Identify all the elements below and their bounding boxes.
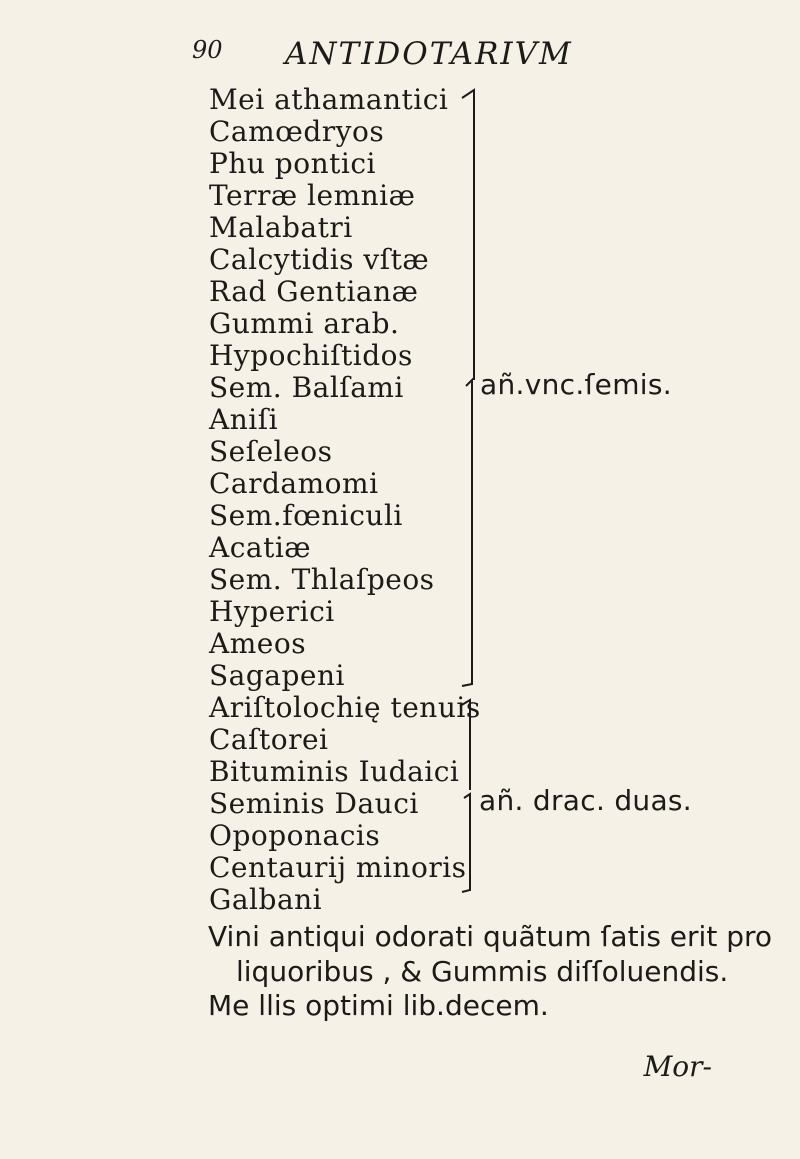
ingredient-line: Terræ lemniæ: [209, 179, 416, 212]
ingredient-line: Phu pontici: [209, 147, 376, 180]
ingredient-line: Mei athamantici: [209, 83, 449, 116]
ingredient-line: Gummi arab.: [209, 307, 400, 340]
ingredient-line: Sagapeni: [209, 659, 345, 692]
text-line: Vini antiqui odorati quãtum ſatis erit pro: [208, 920, 773, 953]
ingredient-line: Aniſi: [209, 403, 279, 436]
ingredient-line: Sem.fœniculi: [209, 499, 403, 532]
ingredient-line: Opoponacis: [209, 819, 381, 852]
catchword: Mor-: [643, 1050, 712, 1083]
page-number: 90: [192, 36, 223, 64]
text-line: liquoribus , & Gummis diſſoluendis.: [236, 955, 729, 988]
ingredient-line: Malabatri: [209, 211, 353, 244]
ingredient-line: Hyperici: [209, 595, 335, 628]
brace-group-2: [460, 700, 470, 892]
ingredient-line: Seminis Dauci: [209, 787, 419, 820]
ingredient-line: Ariſtolochię tenuis: [209, 691, 481, 724]
ingredient-line: Bituminis Iudaici: [209, 755, 460, 788]
ingredient-line: Galbani: [209, 883, 323, 916]
running-title: ANTIDOTARIVM: [285, 36, 573, 72]
ingredient-line: Sem. Balſami: [209, 371, 404, 404]
ingredient-line: Centaurij minoris: [209, 851, 467, 884]
brace-group-1: [462, 90, 474, 686]
ingredient-line: Ameos: [209, 627, 307, 660]
ingredient-line: Camœdryos: [209, 115, 385, 148]
ingredient-line: Sem. Thlaſpeos: [209, 563, 435, 596]
ingredient-line: Seſeleos: [209, 435, 333, 468]
ingredient-line: Rad Gentianæ: [209, 275, 419, 308]
text-line: Me llis optimi lib.decem.: [208, 989, 549, 1022]
ingredient-line: Caſtorei: [209, 723, 329, 756]
dose-label: añ.vnc.ſemis.: [480, 368, 672, 401]
dose-label: añ. drac. duas.: [479, 784, 693, 817]
ingredient-line: Hypochiſtidos: [209, 339, 413, 372]
ingredient-line: Acatiæ: [209, 531, 312, 564]
ingredient-line: Calcytidis vſtæ: [209, 243, 430, 276]
ingredient-line: Cardamomi: [209, 467, 379, 500]
